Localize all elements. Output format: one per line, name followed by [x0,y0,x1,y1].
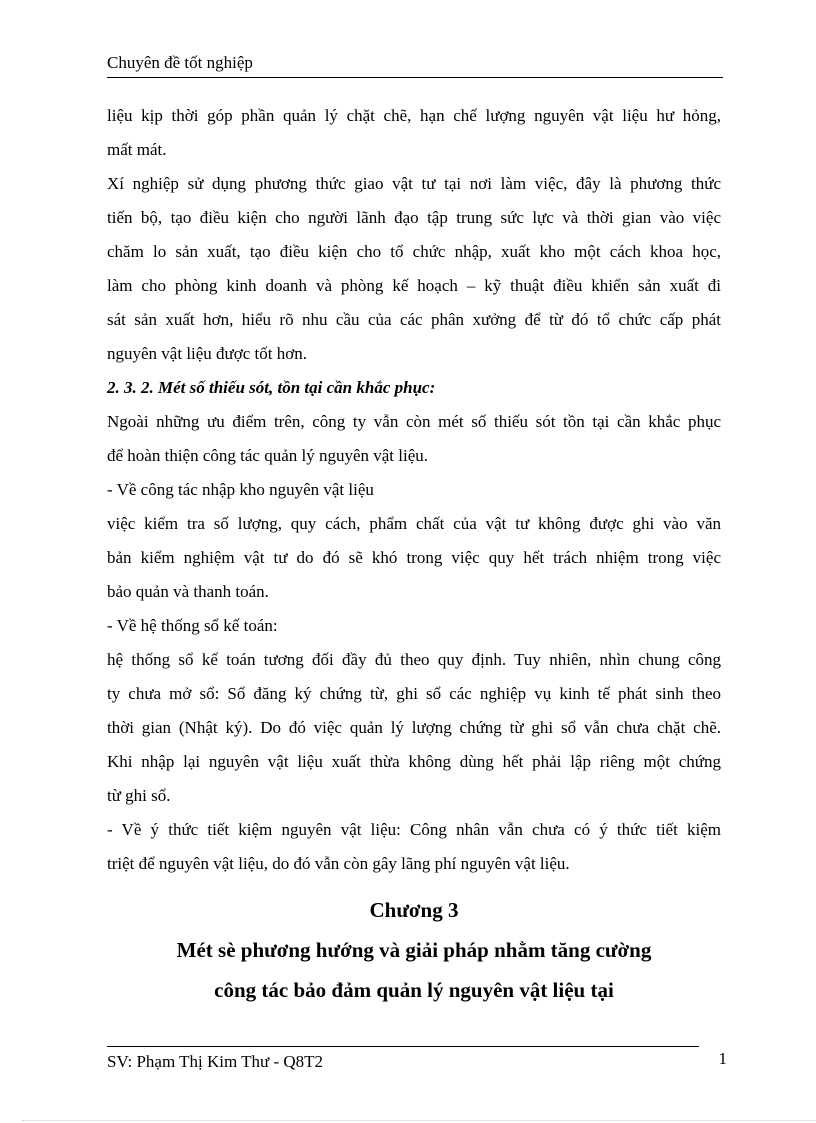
paragraph [107,813,721,881]
paragraph [107,99,721,167]
text-line: liệu kịp thời góp phần quản lý chặt chẽ, hạn chế lượng nguyên vật liệu hư hỏng, [107,106,721,125]
chapter-number: Chương 3 [369,898,459,922]
footer-divider [107,1046,699,1047]
text-line: Xí nghiệp sử dụng phương thức giao vật tư tại nơi làm việc, đây là phương thức [107,174,721,193]
text-line: Ngoài những ưu điểm trên, công ty vẫn còn mét số thiếu sót tồn tại cần khắc phục [107,412,721,431]
page-footer [107,1046,727,1073]
text-line: hệ thống sổ kế toán tương đối đầy đủ theo quy định. Tuy nhiên, nhìn chung công [107,650,721,669]
text-line: bảo quản và thanh toán. [107,582,269,601]
paragraph [107,609,721,643]
text-line: - Về ý thức tiết kiệm nguyên vật liệu: Công nhân vẫn chưa có ý thức tiết kiệm [107,820,721,839]
text-line: chăm lo sản xuất, tạo điều kiện cho tổ chức nhập, xuất kho một cách khoa học, [107,242,721,261]
chapter-title-line: Mét sè phương hướng và giải pháp nhằm tăng cường [176,938,652,962]
paragraph [107,405,721,473]
header-divider [107,77,723,78]
footer-student: SV: Phạm Thị Kim Thư - Q8T2 [107,1052,324,1071]
text-line: làm cho phòng kinh doanh và phòng kế hoạch – kỹ thuật điều khiển sản xuất đi [107,276,721,295]
section-heading: 2. 3. 2. Mét số thiếu sót, tồn tại cần khắc phục: [107,378,436,397]
paragraph [107,643,721,813]
text-line: nguyên vật liệu được tốt hơn. [107,344,307,363]
text-line: triệt để nguyên vật liệu, do đó vẫn còn gây lãng phí nguyên vật liệu. [107,854,570,873]
text-line: để hoàn thiện công tác quản lý nguyên vật liệu. [107,446,429,465]
text-line: thời gian (Nhật ký). Do đó việc quản lý lượng chứng từ ghi sổ vẫn chưa chặt chẽ. [107,718,721,737]
header-title: Chuyên đề tốt nghiệp [107,53,253,72]
text-line: mất mát. [107,140,167,159]
text-line: bản kiểm nghiệm vật tư do đó sẽ khó trong việc quy hết trách nhiệm trong việc [107,548,721,567]
text-line: sát sản xuất hơn, hiểu rõ nhu cầu của các phân xưởng để từ đó tổ chức cấp phát [107,310,721,329]
chapter-title-line: công tác bảo đảm quản lý nguyên vật liệu tại [214,978,614,1002]
page-edge [22,1120,816,1121]
text-line: việc kiểm tra số lượng, quy cách, phẩm chất của vật tư không được ghi vào văn [107,514,721,533]
text-line: tiến bộ, tạo điều kiện cho người lãnh đạo tập trung sức lực và thời gian vào việc [107,208,721,227]
text-line: - Về công tác nhập kho nguyên vật liệu [107,480,374,499]
paragraph [107,167,721,371]
text-line: từ ghi sổ. [107,786,171,805]
document-body [107,99,721,1003]
text-line: Khi nhập lại nguyên vật liệu xuất thừa không dùng hết phải lập riêng một chứng [107,752,721,771]
paragraph [107,507,721,609]
page-number: 1 [718,1049,727,1068]
text-line: ty chưa mở sổ: Sổ đăng ký chứng từ, ghi sổ các nghiệp vụ kinh tế phát sinh theo [107,684,721,703]
page-header [107,52,723,78]
chapter-heading [107,897,721,1003]
paragraph [107,473,721,507]
text-line: - Về hệ thống sổ kế toán: [107,616,278,635]
